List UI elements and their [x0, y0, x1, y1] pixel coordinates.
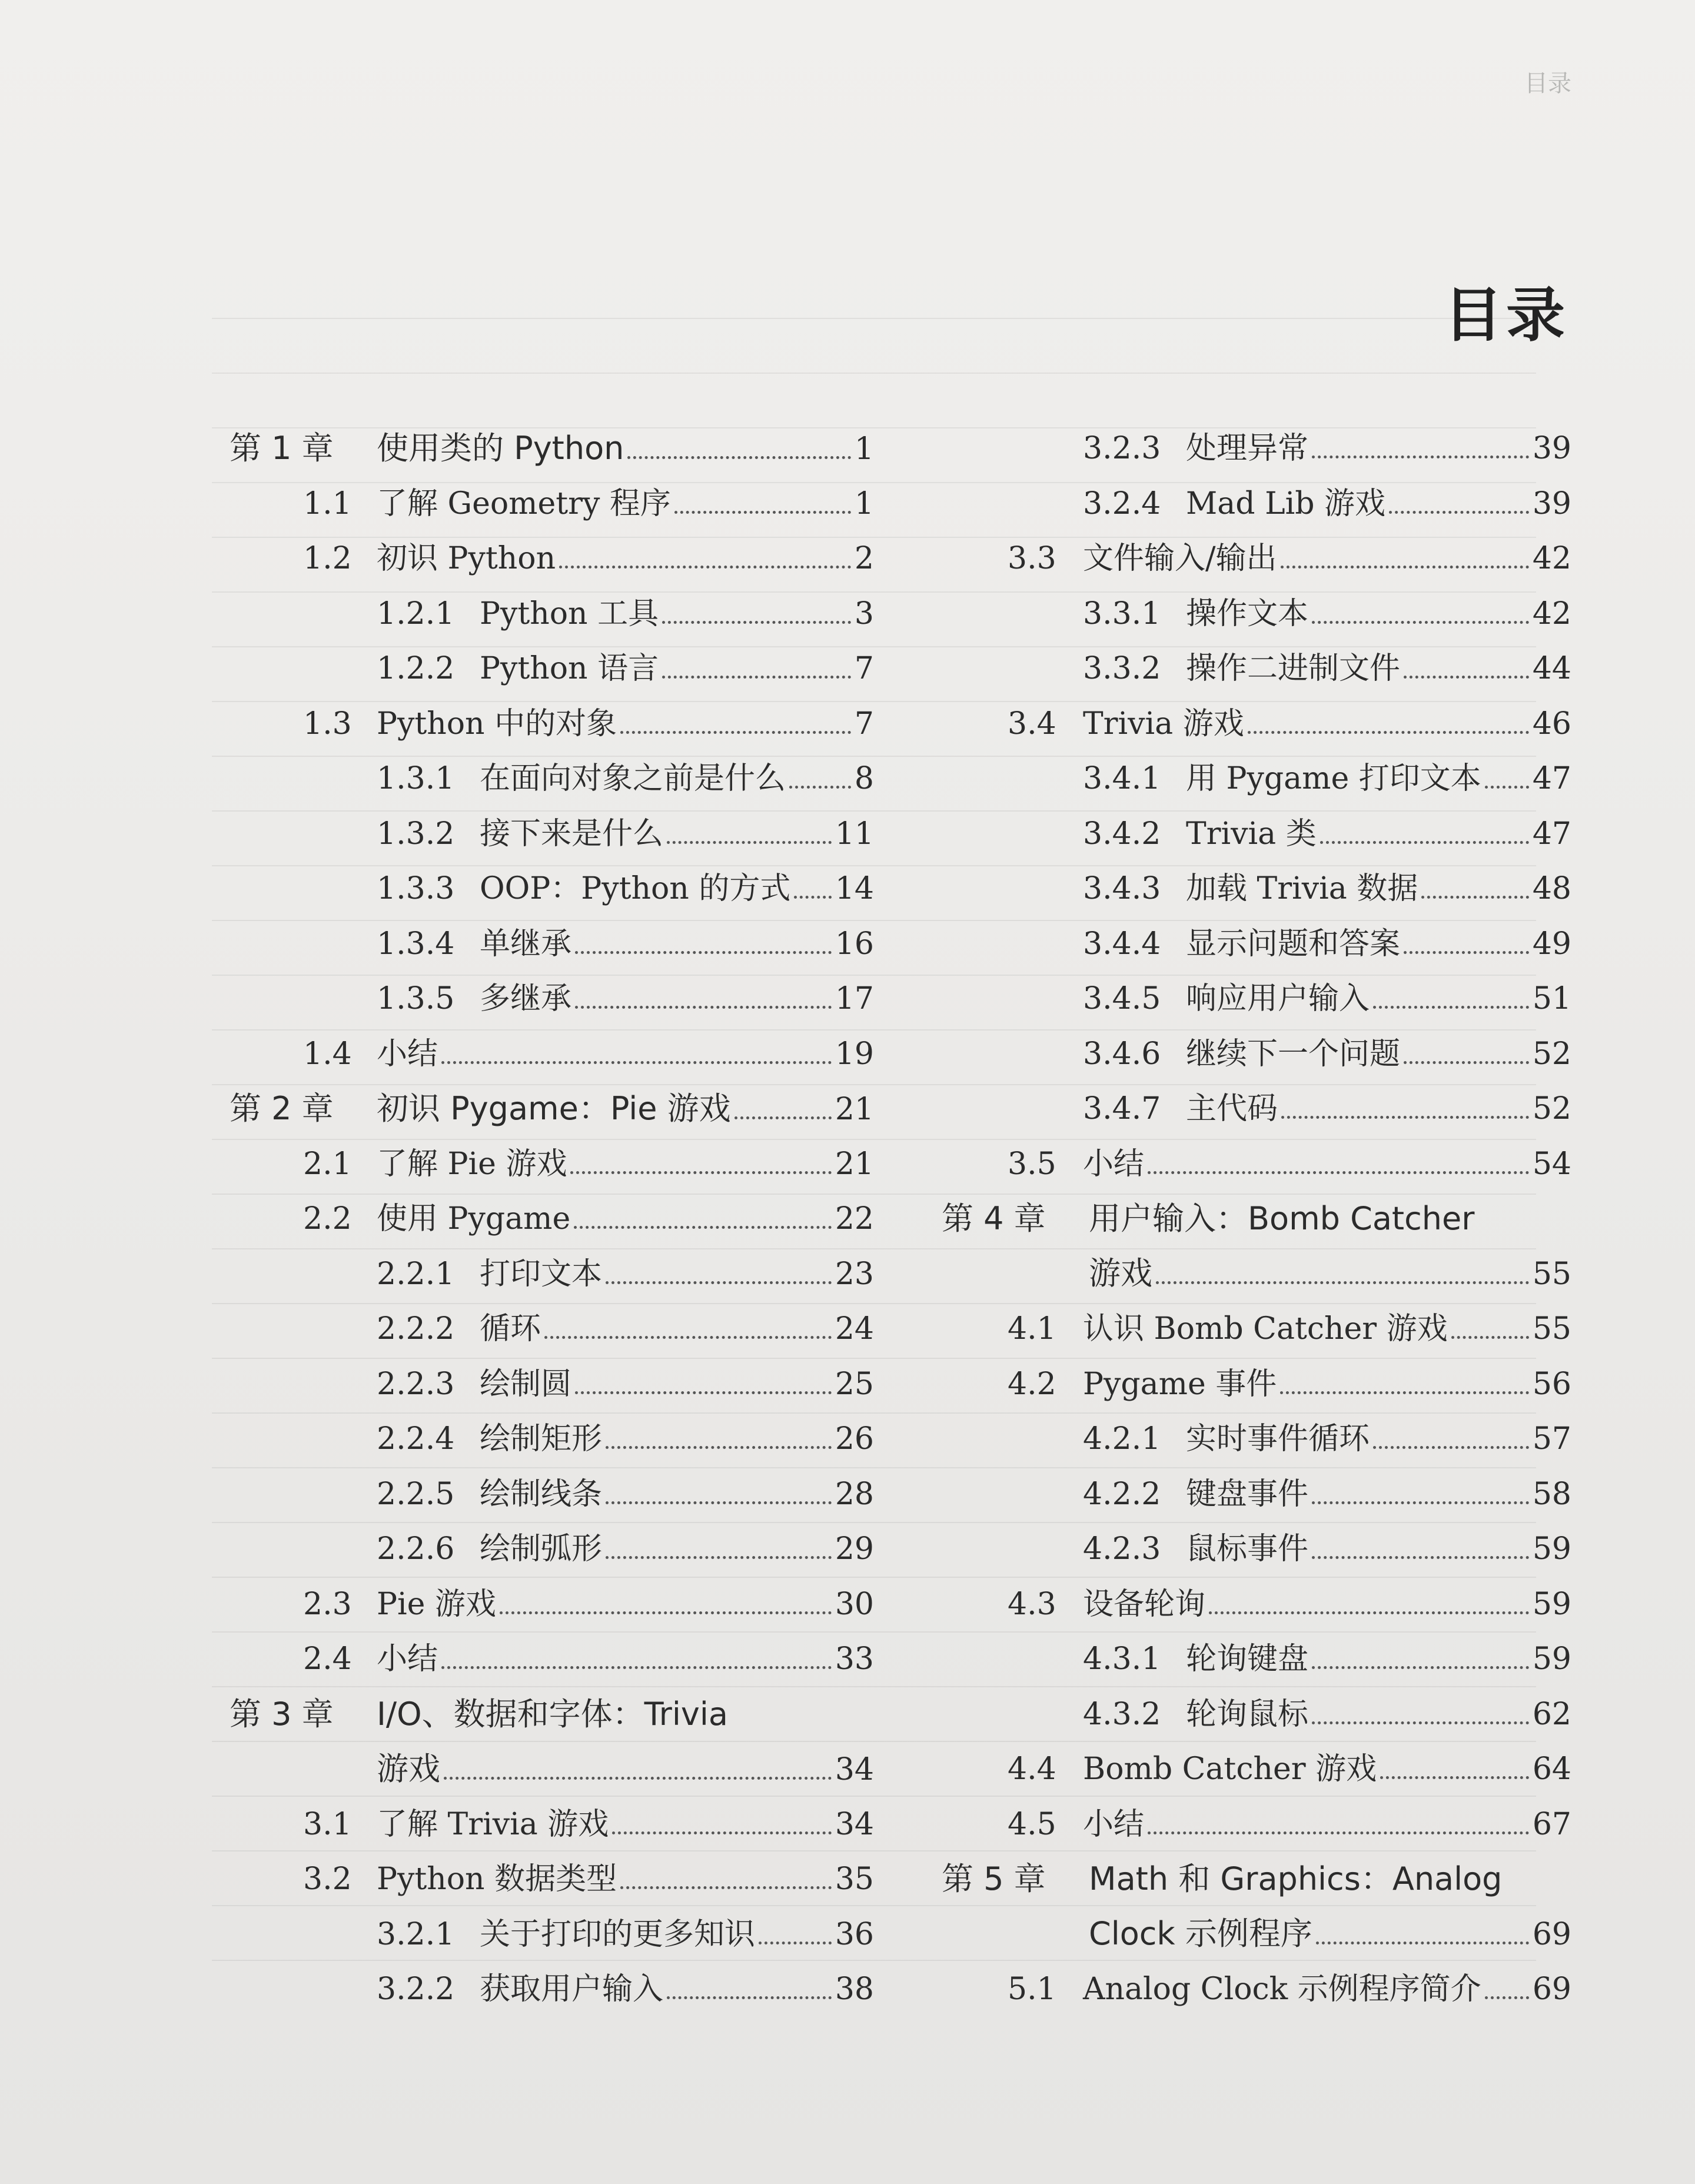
toc-entry-title: Trivia 游戏: [1083, 706, 1244, 742]
toc-page-number: 55: [1532, 1311, 1571, 1347]
toc-entry-title: 使用 Pygame: [377, 1201, 571, 1236]
toc-page-number: 52: [1532, 1091, 1571, 1126]
toc-entry-title: 多继承: [480, 981, 572, 1016]
dot-leader: [620, 731, 851, 734]
dot-leader: [570, 1171, 831, 1174]
toc-subsection-entry: [942, 1421, 1571, 1477]
toc-entry-title: 绘制圆: [480, 1366, 572, 1402]
toc-entry-title: Mad Lib 游戏: [1186, 486, 1386, 521]
toc-entry-title: Math 和 Graphics：Analog: [1089, 1860, 1503, 1897]
toc-page-number: 17: [835, 981, 874, 1016]
dot-leader: [441, 1061, 832, 1064]
toc-page-number: 14: [835, 871, 874, 906]
toc-page-number: 58: [1532, 1476, 1571, 1512]
dot-leader: [1404, 676, 1529, 679]
toc-entry-number: 3.4: [1008, 706, 1056, 742]
toc-page-number: 64: [1532, 1751, 1571, 1787]
toc-page-number: 24: [835, 1311, 874, 1347]
toc-subsection-entry: [942, 596, 1571, 651]
toc-entry-number: 3.4.5: [1083, 981, 1161, 1016]
dot-leader: [612, 1831, 832, 1834]
dot-leader: [544, 1336, 832, 1339]
toc-page-number: 21: [835, 1092, 874, 1127]
toc-entry-title: 实时事件循环: [1186, 1421, 1370, 1457]
toc-entry-number: 4.1: [1008, 1311, 1056, 1347]
toc-entry-title: 了解 Pie 游戏: [377, 1146, 567, 1182]
toc-chapter-entry: [230, 431, 874, 486]
dot-leader: [1404, 951, 1529, 954]
toc-page-number: 2: [854, 541, 874, 576]
toc-entry-title: 了解 Trivia 游戏: [377, 1806, 609, 1842]
toc-subsection-entry: [942, 1091, 1571, 1146]
toc-section-entry: [942, 1146, 1571, 1202]
dot-leader: [500, 1611, 832, 1614]
dot-leader: [1280, 1391, 1529, 1394]
toc-entry-title: 初识 Pygame：Pie 游戏: [377, 1090, 731, 1127]
toc-entry-number: 1.2: [303, 541, 352, 576]
toc-subsection-entry: [230, 1421, 874, 1477]
toc-page-number: 59: [1532, 1586, 1571, 1622]
toc-entry-number: 2.2.1: [377, 1256, 455, 1292]
toc-entry-title: Bomb Catcher 游戏: [1083, 1751, 1377, 1787]
toc-entry-title: 小结: [377, 1641, 438, 1677]
toc-entry-number: 2.2.2: [377, 1311, 455, 1347]
dot-leader: [1281, 566, 1529, 569]
toc-page-number: 47: [1532, 761, 1571, 796]
toc-entry-title: 接下来是什么: [480, 816, 664, 852]
dot-leader: [575, 1006, 832, 1009]
toc-page-number: 25: [835, 1366, 874, 1402]
toc-entry-title: 用 Pygame 打印文本: [1186, 761, 1481, 796]
dot-leader: [1373, 1446, 1529, 1449]
toc-entry-number: 2.3: [303, 1586, 352, 1622]
toc-subsection-entry: [230, 761, 874, 816]
toc-entry-number: 4.2.1: [1083, 1421, 1161, 1457]
toc-subsection-entry: [230, 1917, 874, 1972]
dot-leader: [441, 1666, 832, 1669]
toc-entry-number: 2.2.4: [377, 1421, 455, 1457]
toc-entry-number: 4.5: [1008, 1806, 1056, 1842]
toc-section-entry: [230, 1201, 874, 1256]
toc-page-number: 28: [835, 1476, 874, 1512]
toc-entry-title: 处理异常: [1186, 431, 1309, 466]
toc-page-number: 38: [835, 1972, 874, 2007]
toc-page-number: 57: [1532, 1421, 1571, 1457]
toc-entry-number: 5.1: [1008, 1972, 1056, 2007]
dot-leader: [1209, 1611, 1529, 1614]
toc-entry-number: 3.3.1: [1083, 596, 1161, 631]
toc-entry-title: 加载 Trivia 数据: [1186, 871, 1418, 906]
toc-subsection-entry: [230, 926, 874, 982]
toc-entry-number: 3.4.6: [1083, 1036, 1161, 1072]
toc-page-number: 29: [835, 1531, 874, 1567]
toc-subsection-entry: [942, 1477, 1571, 1532]
toc-subsection-entry: [230, 1477, 874, 1532]
toc-left-column: [230, 431, 874, 2027]
toc-section-entry: [942, 1751, 1571, 1807]
page-title: 目录: [1444, 281, 1568, 350]
toc-entry-title-continued: 游戏: [1089, 1255, 1152, 1292]
toc-entry-title: 轮询键盘: [1186, 1641, 1309, 1677]
toc-entry-number: 3.3.2: [1083, 651, 1161, 686]
toc-entry-title: 用户输入：Bomb Catcher: [1089, 1200, 1475, 1237]
toc-entry-number: 3.3: [1008, 541, 1056, 576]
dot-leader: [1404, 1061, 1529, 1064]
toc-entry-title: 操作二进制文件: [1186, 651, 1401, 686]
toc-entry-title: 鼠标事件: [1186, 1531, 1309, 1567]
toc-page-number: 36: [835, 1916, 874, 1952]
toc-page-number: 46: [1532, 706, 1571, 742]
toc-entry-number: 4.4: [1008, 1751, 1056, 1787]
toc-page-number: 33: [835, 1641, 874, 1677]
toc-entry-title: Analog Clock 示例程序简介: [1083, 1972, 1481, 2007]
toc-page-number: 34: [835, 1806, 874, 1842]
toc-subsection-entry: [230, 816, 874, 872]
toc-subsection-entry: [942, 981, 1571, 1036]
toc-entry-title: 在面向对象之前是什么: [480, 761, 786, 796]
toc-page-number: 56: [1532, 1366, 1571, 1402]
dot-leader: [662, 676, 851, 679]
toc-page-number: 22: [835, 1201, 874, 1236]
dot-leader: [1451, 1336, 1529, 1339]
toc-entry-title: 循环: [480, 1311, 541, 1347]
toc-page-number: 54: [1532, 1146, 1571, 1182]
toc-entry-title: Pie 游戏: [377, 1586, 496, 1622]
toc-entry-number: 3.4.2: [1083, 816, 1161, 852]
toc-entry-number: 4.2: [1008, 1366, 1056, 1402]
toc-entry-title: Python 中的对象: [377, 706, 617, 742]
toc-entry-number: 第 4 章: [942, 1200, 1046, 1237]
toc-entry-number: 1.3: [303, 706, 352, 742]
toc-section-entry: [942, 1367, 1571, 1422]
dot-leader: [1373, 1006, 1529, 1009]
toc-page-number: 62: [1532, 1696, 1571, 1732]
toc-entry-title-continued: 游戏: [377, 1750, 440, 1787]
toc-subsection-entry: [942, 431, 1571, 486]
toc-entry-title: 初识 Python: [377, 541, 556, 576]
dot-leader: [794, 896, 831, 899]
toc-page-number: 51: [1532, 981, 1571, 1016]
toc-entry-number: 2.2: [303, 1201, 352, 1236]
toc-section-entry: [942, 1311, 1571, 1367]
toc-chapter-entry: [230, 1697, 874, 1807]
toc-chapter-entry: [942, 1201, 1571, 1311]
toc-entry-title: 使用类的 Python: [377, 430, 624, 467]
toc-entry-number: 2.2.3: [377, 1366, 455, 1402]
toc-page-number: 44: [1532, 651, 1571, 686]
toc-page-number: 48: [1532, 871, 1571, 906]
toc-entry-number: 2.2.5: [377, 1476, 455, 1512]
dot-leader: [674, 511, 851, 514]
toc-subsection-entry: [942, 871, 1571, 926]
toc-entry-number: 3.4.3: [1083, 871, 1161, 906]
dot-leader: [606, 1281, 832, 1284]
dot-leader: [1312, 456, 1529, 458]
toc-page-number: 39: [1532, 486, 1571, 521]
dot-leader: [1148, 1171, 1529, 1174]
toc-page-number: 23: [835, 1256, 874, 1292]
toc-right-column: [942, 431, 1571, 2027]
toc-entry-number: 第 1 章: [230, 430, 334, 467]
toc-entry-number: 3.2.4: [1083, 486, 1161, 521]
toc-subsection-entry: [230, 1531, 874, 1587]
dot-leader: [1316, 1942, 1529, 1944]
toc-page-number: 39: [1532, 431, 1571, 466]
toc-entry-title: 了解 Geometry 程序: [377, 486, 671, 521]
dot-leader: [789, 786, 851, 789]
toc-entry-title: 认识 Bomb Catcher 游戏: [1083, 1311, 1448, 1347]
toc-entry-title: 小结: [1083, 1806, 1145, 1842]
dot-leader: [1281, 1116, 1529, 1119]
toc-entry-title: 绘制线条: [480, 1476, 603, 1512]
dot-leader: [575, 951, 832, 954]
dot-leader: [1312, 1666, 1529, 1669]
toc-page-number: 69: [1532, 1917, 1571, 1952]
toc-subsection-entry: [942, 816, 1571, 872]
toc-entry-title: Trivia 类: [1186, 816, 1317, 852]
toc-section-entry: [942, 1587, 1571, 1642]
toc-subsection-entry: [230, 1972, 874, 2027]
toc-entry-number: 3.5: [1008, 1146, 1056, 1182]
dot-leader: [1312, 1721, 1529, 1724]
dot-leader: [1312, 1556, 1529, 1559]
toc-page-number: 19: [835, 1036, 874, 1072]
toc-page-number: 34: [835, 1751, 874, 1787]
toc-entry-number: 1.3.5: [377, 981, 455, 1016]
dot-leader: [1389, 511, 1529, 514]
dot-leader: [559, 566, 851, 569]
toc-entry-number: 3.4.7: [1083, 1091, 1161, 1126]
toc-page-number: 26: [835, 1421, 874, 1457]
toc-section-entry: [230, 1146, 874, 1202]
toc-subsection-entry: [230, 1367, 874, 1422]
toc-page-number: 11: [835, 816, 874, 852]
toc-entry-title: OOP：Python 的方式: [480, 871, 791, 906]
toc-entry-number: 4.3: [1008, 1586, 1056, 1622]
running-head: 目录: [1524, 70, 1571, 97]
dot-leader: [1485, 786, 1529, 789]
toc-page-number: 52: [1532, 1036, 1571, 1072]
toc-entry-number: 1.2.1: [377, 596, 455, 631]
toc-entry-title: Pygame 事件: [1083, 1366, 1277, 1402]
toc-entry-number: 2.4: [303, 1641, 352, 1677]
toc-entry-title: 主代码: [1186, 1091, 1278, 1126]
toc-entry-number: 2.2.6: [377, 1531, 455, 1567]
toc-subsection-entry: [230, 1256, 874, 1312]
dot-leader: [759, 1942, 832, 1944]
toc-subsection-entry: [230, 1311, 874, 1367]
toc-entry-title: 绘制弧形: [480, 1531, 603, 1567]
toc-entry-title: Python 工具: [480, 596, 659, 631]
toc-subsection-entry: [942, 1036, 1571, 1092]
toc-subsection-entry: [942, 761, 1571, 816]
toc-entry-title: 操作文本: [1186, 596, 1309, 631]
dot-leader: [662, 621, 851, 624]
dot-leader: [667, 841, 832, 844]
toc-chapter-entry: [230, 1091, 874, 1146]
toc-entry-title: 小结: [1083, 1146, 1145, 1182]
toc-entry-number: 第 5 章: [942, 1860, 1046, 1897]
toc-page-number: 30: [835, 1586, 874, 1622]
dot-leader: [1148, 1831, 1529, 1834]
toc-entry-title-continued: Clock 示例程序: [1089, 1915, 1312, 1952]
toc-entry-title: 获取用户输入: [480, 1972, 664, 2007]
toc-entry-number: 1.4: [303, 1036, 352, 1072]
dot-leader: [574, 1226, 832, 1229]
toc-page-number: 67: [1532, 1806, 1571, 1842]
toc-subsection-entry: [942, 1641, 1571, 1697]
dot-leader: [1320, 841, 1529, 844]
dot-leader: [1312, 1501, 1529, 1504]
toc-entry-number: 3.4.1: [1083, 761, 1161, 796]
toc-entry-number: 3.2.3: [1083, 431, 1161, 466]
dot-leader: [444, 1777, 832, 1780]
toc-entry-number: 3.2.1: [377, 1916, 455, 1952]
toc-entry-number: 1.2.2: [377, 651, 455, 686]
toc-page-number: 49: [1532, 926, 1571, 962]
toc-subsection-entry: [230, 981, 874, 1036]
dot-leader: [1248, 731, 1529, 734]
dot-leader: [1421, 896, 1529, 899]
toc-section-entry: [230, 1807, 874, 1862]
dot-leader: [620, 1886, 832, 1889]
dot-leader: [627, 456, 851, 459]
dot-leader: [1312, 621, 1529, 624]
dot-leader: [1156, 1281, 1529, 1284]
toc-page-number: 16: [835, 926, 874, 962]
toc-page-number: 7: [854, 651, 874, 686]
toc-page-number: 42: [1532, 596, 1571, 631]
toc-entry-number: 3.2: [303, 1861, 352, 1897]
toc-entry-number: 1.3.3: [377, 871, 455, 906]
toc-entry-number: 第 2 章: [230, 1090, 334, 1127]
toc-entry-number: 1.1: [303, 486, 352, 521]
toc-page-number: 69: [1532, 1972, 1571, 2007]
toc-page-number: 8: [854, 761, 874, 796]
toc-chapter-entry: [942, 1861, 1571, 1972]
dot-leader: [575, 1391, 832, 1394]
toc-page-number: 35: [835, 1861, 874, 1897]
toc-entry-number: 4.3.1: [1083, 1641, 1161, 1677]
dot-leader: [606, 1556, 832, 1559]
toc-section-entry: [230, 541, 874, 596]
toc-section-entry: [942, 1807, 1571, 1862]
toc-section-entry: [230, 706, 874, 762]
toc-entry-title: 小结: [377, 1036, 438, 1072]
toc-section-entry: [942, 706, 1571, 762]
toc-entry-title: 轮询鼠标: [1186, 1696, 1309, 1732]
toc-section-entry: [230, 1587, 874, 1642]
toc-page-number: 21: [835, 1146, 874, 1182]
toc-entry-title: 设备轮询: [1083, 1586, 1206, 1622]
toc-subsection-entry: [230, 871, 874, 926]
toc-entry-number: 3.1: [303, 1806, 352, 1842]
toc-subsection-entry: [942, 651, 1571, 706]
toc-subsection-entry: [942, 486, 1571, 541]
dot-leader: [1485, 1996, 1529, 1999]
dot-leader: [606, 1446, 832, 1449]
dot-leader: [1380, 1776, 1529, 1779]
toc-section-entry: [230, 1861, 874, 1917]
dot-leader: [606, 1501, 832, 1504]
toc-entry-number: 3.2.2: [377, 1972, 455, 2007]
toc-page-number: 1: [854, 486, 874, 521]
toc-entry-title: 文件输入/输出: [1083, 541, 1277, 576]
toc-page-number: 1: [854, 431, 874, 467]
toc-subsection-entry: [230, 596, 874, 651]
toc-entry-title: 键盘事件: [1186, 1476, 1309, 1512]
toc-entry-title: 打印文本: [480, 1256, 603, 1292]
toc-entry-number: 1.3.1: [377, 761, 455, 796]
toc-entry-number: 1.3.4: [377, 926, 455, 962]
toc-subsection-entry: [942, 1531, 1571, 1587]
toc-entry-title: 继续下一个问题: [1186, 1036, 1401, 1072]
toc-page-number: 7: [854, 706, 874, 742]
toc-entry-number: 4.2.2: [1083, 1476, 1161, 1512]
toc-entry-title: 显示问题和答案: [1186, 926, 1401, 962]
toc-page-number: 55: [1532, 1256, 1571, 1292]
toc-section-entry: [230, 1036, 874, 1092]
toc-section-entry: [942, 1972, 1571, 2027]
toc-entry-number: 4.3.2: [1083, 1696, 1161, 1732]
toc-page-number: 59: [1532, 1641, 1571, 1677]
toc-page-number: 47: [1532, 816, 1571, 852]
dot-leader: [667, 1996, 832, 1999]
toc-entry-title: I/O、数据和字体：Trivia: [377, 1695, 728, 1733]
toc-subsection-entry: [230, 651, 874, 706]
toc-entry-title: 单继承: [480, 926, 572, 962]
toc-entry-number: 4.2.3: [1083, 1531, 1161, 1567]
toc-entry-number: 1.3.2: [377, 816, 455, 852]
toc-entry-number: 第 3 章: [230, 1695, 334, 1733]
toc-page-number: 42: [1532, 541, 1571, 576]
toc-page-number: 3: [854, 596, 874, 631]
toc-entry-title: 关于打印的更多知识: [480, 1916, 756, 1952]
toc-section-entry: [942, 541, 1571, 596]
dot-leader: [734, 1116, 832, 1119]
toc-entry-title: Python 语言: [480, 651, 659, 686]
toc-subsection-entry: [942, 1697, 1571, 1752]
toc-entry-title: Python 数据类型: [377, 1861, 617, 1897]
toc-entry-title: 绘制矩形: [480, 1421, 603, 1457]
toc-subsection-entry: [942, 926, 1571, 982]
toc-entry-number: 2.1: [303, 1146, 352, 1182]
toc-entry-number: 3.4.4: [1083, 926, 1161, 962]
toc-page-number: 59: [1532, 1531, 1571, 1567]
toc-section-entry: [230, 1641, 874, 1697]
toc-entry-title: 响应用户输入: [1186, 981, 1370, 1016]
toc-section-entry: [230, 486, 874, 541]
